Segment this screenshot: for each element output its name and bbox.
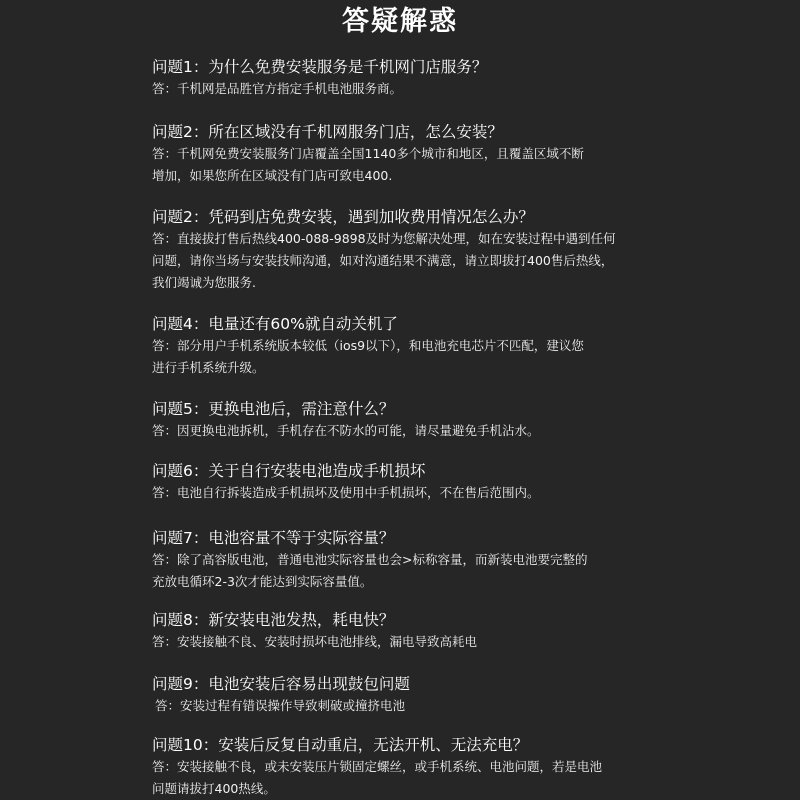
faq-question: 问题6：关于自行安装电池造成手机损坏 — [152, 462, 426, 480]
faq-answer-line: 进行手机系统升级。 — [152, 360, 265, 375]
faq-answer-line: 问题请拔打400热线。 — [152, 781, 276, 796]
faq-item-6 — [152, 460, 772, 504]
faq-item-5 — [152, 398, 772, 442]
faq-item-1 — [152, 56, 772, 100]
faq-answer-line: 答：电池自行拆装造成手机损坏及使用中手机损坏，不在售后范围内。 — [152, 485, 540, 500]
faq-question: 问题9：电池安装后容易出现鼓包问题 — [152, 675, 410, 693]
faq-question: 问题4：电量还有60%就自动关机了 — [152, 315, 398, 333]
faq-question: 问题1：为什么免费安装服务是千机网门店服务？ — [152, 58, 488, 76]
faq-answer-line: 答：因更换电池拆机，手机存在不防水的可能，请尽量避免手机沾水。 — [152, 423, 540, 438]
faq-answer-line: 答：千机网免费安装服务门店覆盖全国1140多个城市和地区，且覆盖区域不断 — [152, 146, 584, 161]
faq-question: 问题5：更换电池后，需注意什么？ — [152, 400, 395, 418]
faq-answer-line: 答：千机网是品胜官方指定手机电池服务商。 — [152, 81, 403, 96]
faq-answer-line: 充放电循环2-3次才能达到实际容量值。 — [152, 574, 373, 589]
faq-answer-line: 答：直接拔打售后热线400-088-9898及时为您解决处理，如在安装过程中遇到任何 — [152, 231, 616, 246]
faq-question: 问题2：所在区域没有千机网服务门店，怎么安装？ — [152, 123, 503, 141]
faq-question: 问题2：凭码到店免费安装，遇到加收费用情况怎么办？ — [152, 208, 534, 226]
faq-item-8 — [152, 609, 772, 653]
faq-question: 问题7：电池容量不等于实际容量？ — [152, 529, 395, 547]
faq-answer-line: 答：安装过程有错误操作导致刺破或撞挤电池 — [155, 698, 406, 713]
faq-answer-line: 增加，如果您所在区域没有门店可致电400. — [152, 168, 393, 183]
faq-question: 问题8：新安装电池发热，耗电快？ — [152, 611, 395, 629]
faq-item-2 — [152, 121, 772, 187]
faq-question: 问题10：安装后反复自动重启，无法开机、无法充电？ — [152, 736, 529, 754]
faq-answer-line: 答：除了高容版电池，普通电池实际容量也会>标称容量，而新装电池要完整的 — [152, 552, 588, 567]
faq-item-4 — [152, 313, 772, 379]
faq-answer-line: 答：安装接触不良、安装时损坏电池排线，漏电导致高耗电 — [152, 634, 478, 649]
faq-item-3 — [152, 206, 772, 294]
faq-item-7 — [152, 527, 772, 593]
faq-item-9 — [152, 673, 772, 717]
faq-answer-line: 答：安装接触不良，或未安装压片锁固定螺丝，或手机系统、电池问题，若是电池 — [152, 759, 603, 774]
faq-answer-line: 我们竭诚为您服务. — [152, 275, 256, 290]
faq-answer-line: 问题，请你当场与安装技师沟通，如对沟通结果不满意，请立即拔打400售后热线， — [152, 253, 614, 268]
faq-answer-line: 答：部分用户手机系统版本较低（ios9以下），和电池充电芯片不匹配，建议您 — [152, 338, 584, 353]
faq-item-10 — [152, 734, 772, 800]
page-title: 答疑解惑 — [342, 6, 458, 37]
